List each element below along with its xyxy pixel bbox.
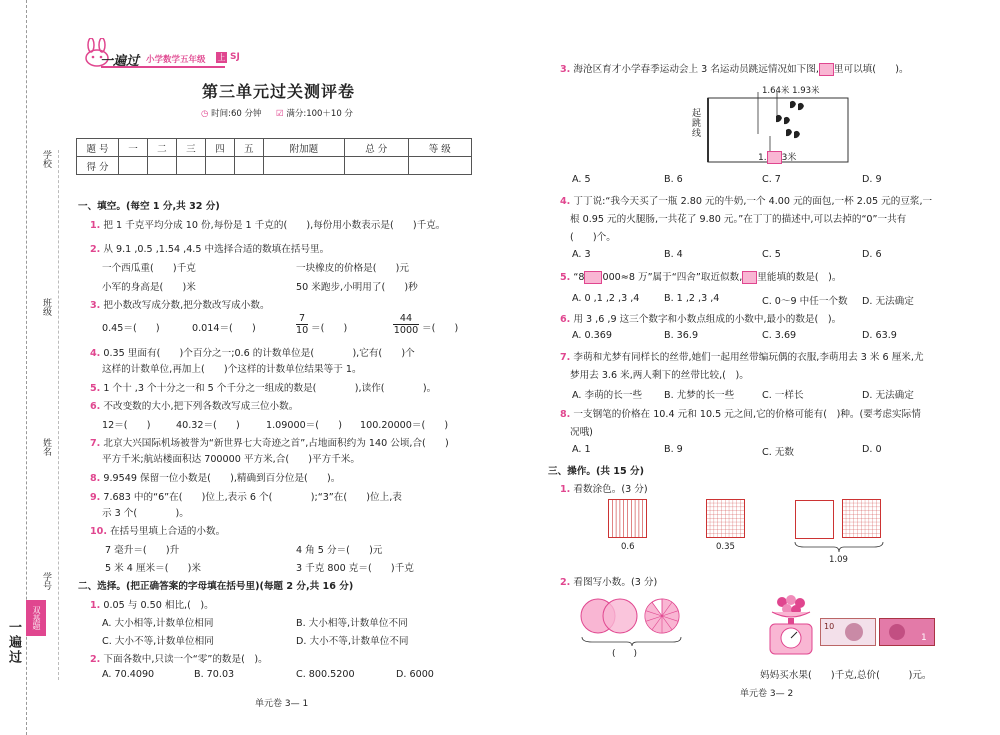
q9-line1: 9. 7.683 中的“6”在( )位上,表示 6 个( );“3”在( )位上,表 [90, 492, 402, 503]
c5-option-b[interactable]: B. 1 ,2 ,3 ,4 [664, 293, 720, 304]
o1-text: 看数涂色。(3 分) [573, 484, 648, 495]
q5-text: 1 个十 ,3 个十分之一和 5 个千分之一组成的数是( ),读作( )。 [103, 383, 437, 394]
q6-text: 不改变数的大小,把下列各数改写成三位小数。 [103, 401, 299, 412]
label-1-09: 1.09 [829, 555, 848, 565]
col-label: 题 号 [77, 139, 119, 157]
grade-badge: 上 [217, 53, 226, 62]
c1-option-c[interactable]: C. 大小不等,计数单位相同 [102, 636, 214, 647]
c5: 5. “8 000≈8 万”属于“四舍”取近似数, 里能填的数是( )。 [560, 272, 842, 283]
q3b: 0.014＝( ) [192, 323, 256, 334]
q3c-denominator: 10 [296, 325, 309, 336]
c3-diagram-box [767, 151, 782, 164]
q3c-fraction [296, 313, 308, 336]
score-text: 满分:100＋10 分 [286, 109, 353, 119]
c1-option-b[interactable]: B. 大小相等,计数单位不同 [296, 618, 408, 629]
q10-text: 在括号里填上合适的小数。 [110, 526, 226, 537]
c7-line2: 梦用去 3.6 米,两人剩下的丝带比较,( )。 [570, 370, 749, 381]
svg-text:10: 10 [824, 622, 835, 631]
q10: 10. 在括号里填上合适的小数。 [90, 526, 226, 537]
q3c-numerator: 7 [298, 313, 306, 324]
c3-post: 3米 [781, 153, 797, 163]
q10c: 5 米 4 厘米＝( )米 [105, 563, 201, 574]
section2-title: 二、选择。(把正确答案的字母填在括号里)(每题 2 分,共 16 分) [78, 581, 354, 592]
c5-blank-box [584, 271, 602, 284]
c3-text-a: 海沧区育才小学春季运动会上 3 名运动员跳远情况如下图, [573, 64, 819, 75]
label-0-35: 0.35 [716, 542, 735, 552]
label-0-6: 0.6 [621, 542, 635, 552]
c8-text1: 一支钢笔的价格在 10.4 元和 10.5 元之间,它的价格可能有( )种。(要考虑实际情 [573, 409, 921, 420]
c5-option-d[interactable]: D. 无法确定 [862, 296, 914, 307]
c4-line2: 根 0.95 元的火腿肠,一共花了 9.80 元。”在丁丁的描述中,可以去掉的“0”一共有 [570, 214, 907, 225]
c4-line1: 4. 丁丁说:“我今天买了一瓶 2.80 元的牛奶,一个 4.00 元的面包,一杯 2.05 元的豆浆,一 [560, 196, 933, 207]
time-info [201, 107, 262, 119]
q1-text: 把 1 千克平均分成 10 份,每份是 1 千克的( ),每份用小数表示是( )千克。 [103, 220, 446, 231]
o1: 1. 看数涂色。(3 分) [560, 484, 648, 495]
right-footer: 单元卷 3— 2 [740, 689, 794, 699]
c4-option-d[interactable]: D. 6 [862, 249, 882, 260]
binding-strip [0, 0, 62, 735]
c8-line1: 8. 一支钢笔的价格在 10.4 元和 10.5 元之间,它的价格可能有( )种。(要考虑实际情 [560, 409, 921, 420]
c7-line1: 7. 李萌和尤梦有同样长的丝带,她们一起用丝带编玩偶的衣服,李萌用去 3 米 6 厘米,尤 [560, 352, 924, 363]
c7-option-d[interactable]: D. 无法确定 [862, 390, 914, 401]
col-extra: 附加题 [263, 139, 344, 157]
q3-text: 把小数改写成分数,把分数改写成小数。 [103, 300, 270, 311]
hundredths-grid[interactable] [706, 499, 746, 539]
c8-option-d[interactable]: D. 0 [862, 444, 882, 455]
c5-option-a[interactable]: A. 0 ,1 ,2 ,3 ,4 [572, 293, 640, 304]
score-table-row [77, 157, 472, 175]
scale-icon [760, 592, 820, 658]
c5-text-b: 000≈8 万”属于“四舍”取近似数, [602, 272, 743, 283]
q6d: 100.20000＝( ) [360, 420, 449, 431]
c8-line2: 况哦) [570, 427, 593, 438]
checkbox-icon: ☑ [276, 109, 284, 119]
edition-label: SJ [230, 52, 240, 62]
c7-option-a[interactable]: A. 李萌的长一些 [572, 390, 643, 401]
col-grade: 等 级 [408, 139, 472, 157]
score-cell[interactable] [205, 157, 234, 175]
c2-option-c[interactable]: C. 800.5200 [296, 669, 355, 680]
c3-pre: 1. [758, 153, 767, 163]
q3: 3. 把小数改写成分数,把分数改写成小数。 [90, 300, 270, 311]
c2-text: 下面各数中,只读一个“零”的数是( )。 [103, 654, 268, 665]
c6-option-a[interactable]: A. 0.369 [572, 330, 612, 341]
q2a: 一个西瓜重( )千克 [102, 263, 196, 274]
brand-underline [101, 66, 225, 68]
q6a: 12＝( ) [102, 420, 151, 431]
score-cell[interactable] [147, 157, 176, 175]
fraction-circles [580, 596, 686, 646]
score-table-head [77, 139, 472, 157]
c3-option-a[interactable]: A. 5 [572, 174, 591, 185]
q4-line2: 这样的计数单位,再加上( )个这样的计数单位结果等于 1。 [102, 364, 362, 375]
q2c: 小军的身高是( )米 [102, 282, 196, 293]
q3c-tail: ＝( ) [311, 323, 348, 334]
c1-option-d[interactable]: D. 大小不等,计数单位不同 [296, 636, 409, 647]
section3-title: 三、操作。(共 15 分) [548, 466, 644, 477]
c8-option-b[interactable]: B. 9 [664, 444, 683, 455]
c3-option-d[interactable]: D. 9 [862, 174, 882, 185]
c6-text: 用 3 ,6 ,9 这三个数字和小数点组成的小数中,最小的数是( )。 [573, 314, 842, 325]
side-logo: 一遍过 [6, 620, 21, 665]
series-label: 小学数学五年级 [146, 55, 206, 65]
section1-title: 一、填空。(每空 1 分,共 32 分) [78, 201, 220, 212]
col-2: 二 [147, 139, 176, 157]
q9-text1: 7.683 中的“6”在( )位上,表示 6 个( );“3”在( )位上,表 [103, 492, 402, 503]
q2-text: 从 9.1 ,0.5 ,1.54 ,4.5 中选择合适的数填在括号里。 [103, 244, 330, 255]
c6-option-c[interactable]: C. 3.69 [762, 330, 797, 341]
c3-option-c[interactable]: C. 7 [762, 174, 781, 185]
q10d: 3 千克 800 克＝( )千克 [296, 563, 414, 574]
q2d: 50 米跑步,小明用了( )秒 [296, 282, 418, 293]
clock-icon: ◷ [201, 109, 209, 119]
q3d-numerator: 44 [399, 313, 413, 324]
c2-option-b[interactable]: B. 70.03 [194, 669, 235, 680]
c5-option-c[interactable]: C. 0～9 中任一个数 [762, 296, 848, 307]
q5: 5. 1 个十 ,3 个十分之一和 5 个千分之一组成的数是( ),读作( )。 [90, 383, 437, 394]
q10a: 7 毫升＝( )升 [105, 545, 180, 556]
q7-text1: 北京大兴国际机场被誉为“新世界七大奇迹之首”,占地面积约为 140 公顷,合( ) [103, 438, 449, 449]
circles-answer: ( ) [612, 649, 638, 659]
row-label: 得 分 [77, 157, 119, 175]
col-3: 三 [176, 139, 205, 157]
c3-option-b[interactable]: B. 6 [664, 174, 683, 185]
svg-text:1: 1 [921, 633, 927, 643]
c5-blank-box-2 [742, 271, 757, 284]
c8-option-c[interactable]: C. 无数 [762, 447, 794, 458]
score-info [276, 107, 353, 119]
whole-square[interactable] [795, 500, 834, 539]
q2b: 一块橡皮的价格是( )元 [296, 263, 410, 274]
score-cell[interactable] [119, 157, 148, 175]
q8-text: 9.9549 保留一位小数是( ),精确到百分位是( )。 [103, 473, 341, 484]
c4-text1: 丁丁说:“我今天买了一瓶 2.80 元的牛奶,一个 4.00 元的面包,一杯 2.05 元的豆浆,一 [573, 196, 933, 207]
c4-option-b[interactable]: B. 4 [664, 249, 683, 260]
c2-option-a[interactable]: A. 70.4090 [102, 669, 155, 680]
hundredths-grid-2[interactable] [842, 499, 882, 539]
c4-line3: ( )个。 [570, 232, 616, 243]
ten-yuan-note-icon [820, 618, 876, 646]
q7-line2: 平方千米;航站楼面积达 700000 平方米,合( )平方千米。 [102, 454, 360, 465]
score-cell[interactable] [234, 157, 263, 175]
c3: 3. 海沧区育才小学春季运动会上 3 名运动员跳远情况如下图, 里可以填( )。 [560, 64, 909, 75]
o2: 2. 看图写小数。(3 分) [560, 577, 658, 588]
c2-option-d[interactable]: D. 6000 [396, 669, 434, 680]
c5-text-a: “8 [573, 272, 585, 283]
c4-option-c[interactable]: C. 5 [762, 249, 781, 260]
c2: 2. 下面各数中,只读一个“零”的数是( )。 [90, 654, 268, 665]
q3d-denominator: 1000 [393, 325, 419, 336]
school-label: 学校 [41, 150, 51, 168]
c8-option-a[interactable]: A. 1 [572, 444, 591, 455]
score-table [76, 138, 472, 175]
left-footer: 单元卷 3— 1 [255, 699, 309, 709]
q1: 1. 把 1 千克平均分成 10 份,每份是 1 千克的( ),每份用小数表示是( )千克。 [90, 220, 446, 231]
tenths-grid[interactable] [608, 499, 648, 539]
col-1: 一 [119, 139, 148, 157]
o2-note: 妈妈买水果( )千克,总价( )元。 [760, 670, 932, 681]
c4-option-a[interactable]: A. 3 [572, 249, 591, 260]
money-1-label [921, 632, 922, 633]
brand-logo: 一遍过 [100, 54, 140, 69]
class-label: 班级 [41, 298, 51, 316]
q4-line1: 4. 0.35 里面有( )个百分之一;0.6 的计数单位是( ),它有( )个 [90, 348, 415, 359]
o2-text: 看图写小数。(3 分) [573, 577, 658, 588]
q3d-fraction [393, 313, 419, 336]
q7-line1: 7. 北京大兴国际机场被誉为“新世界七大奇迹之首”,占地面积约为 140 公顷,合( ) [90, 438, 449, 449]
c6-option-b[interactable]: B. 36.9 [664, 330, 699, 341]
q4-text1: 0.35 里面有( )个百分之一;0.6 的计数单位是( ),它有( )个 [103, 348, 415, 359]
one-yuan-note-icon [879, 618, 935, 646]
c6-option-d[interactable]: D. 63.9 [862, 330, 897, 341]
name-label: 姓名 [41, 438, 51, 456]
c1-text: 0.05 与 0.50 相比,( )。 [103, 600, 214, 611]
score-cell[interactable] [345, 157, 408, 175]
q6b: 40.32＝( ) [176, 420, 240, 431]
q2: 2. 从 9.1 ,0.5 ,1.54 ,4.5 中选择合适的数填在括号里。 [90, 244, 330, 255]
id-label: 学号 [41, 572, 51, 590]
q3d-tail: ＝( ) [422, 323, 459, 334]
c3-marks: 1.64米 1.93米 [762, 86, 820, 96]
q3a: 0.45＝( ) [102, 323, 160, 334]
score-cell[interactable] [408, 157, 472, 175]
c7-option-b[interactable]: B. 尤梦的长一些 [664, 390, 735, 401]
basic-badge: 双基题 [26, 600, 46, 636]
score-cell[interactable] [176, 157, 205, 175]
q10b: 4 角 5 分＝( )元 [296, 545, 383, 556]
c7-text1: 李萌和尤梦有同样长的丝带,她们一起用丝带编玩偶的衣服,李萌用去 3 米 6 厘米,尤 [573, 352, 924, 363]
c3-blank-readout [758, 150, 796, 164]
brace-1-09 [794, 541, 884, 553]
money-10-label [824, 619, 825, 620]
takeoff-line-label: 起跳线 [690, 108, 700, 138]
q6c: 1.09000＝( ) [266, 420, 342, 431]
c1: 1. 0.05 与 0.50 相比,( )。 [90, 600, 214, 611]
c5-text-c: 里能填的数是( )。 [757, 272, 842, 283]
col-total: 总 分 [345, 139, 408, 157]
col-5: 五 [234, 139, 263, 157]
page-title: 第三单元过关测评卷 [202, 82, 356, 101]
c3-blank-box [819, 63, 834, 76]
score-cell[interactable] [263, 157, 344, 175]
time-text: 时间:60 分钟 [211, 109, 262, 119]
c3-text-b: 里可以填( )。 [833, 64, 909, 75]
c7-option-c[interactable]: C. 一样长 [762, 390, 804, 401]
col-4: 四 [205, 139, 234, 157]
c6: 6. 用 3 ,6 ,9 这三个数字和小数点组成的小数中,最小的数是( )。 [560, 314, 842, 325]
c1-option-a[interactable]: A. 大小相等,计数单位相同 [102, 618, 214, 629]
binding-line [58, 150, 59, 680]
q9-line2: 示 3 个( )。 [102, 508, 189, 519]
q6: 6. 不改变数的大小,把下列各数改写成三位小数。 [90, 401, 299, 412]
q8: 8. 9.9549 保留一位小数是( ),精确到百分位是( )。 [90, 473, 341, 484]
